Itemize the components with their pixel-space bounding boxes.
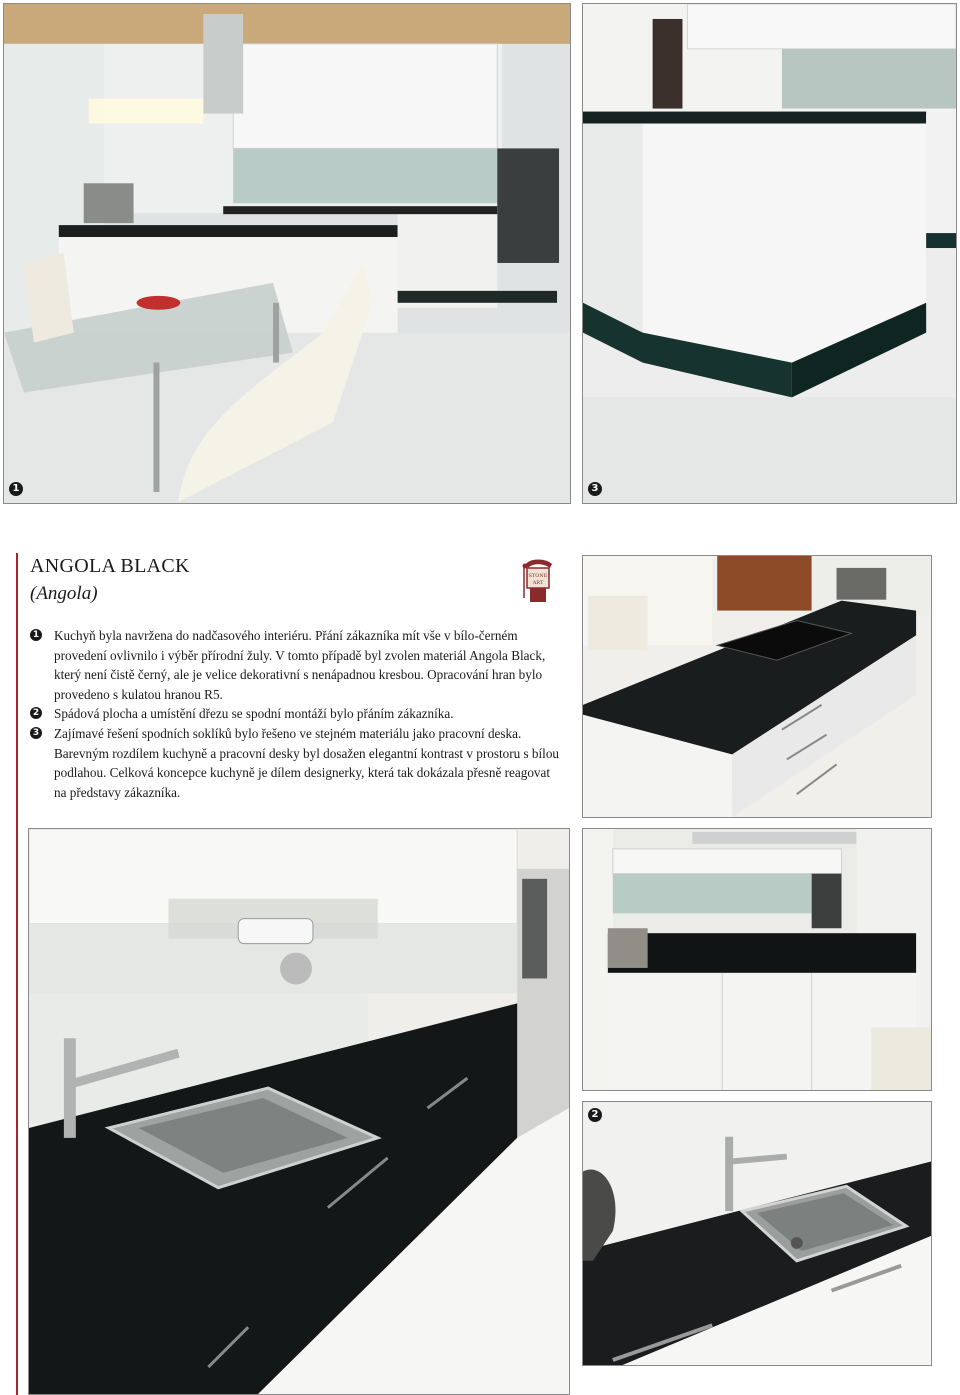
paragraph-3 (30, 724, 562, 802)
photo-sink-closeup (582, 1101, 932, 1366)
paragraph-2-text: Spádová plocha a umístění dřezu se spodní montáží bylo přáním zákazníka. (54, 706, 454, 722)
svg-text:STONE: STONE (528, 573, 548, 579)
description (30, 626, 562, 802)
paragraph-1 (30, 626, 562, 704)
photo-kitchen-dining (3, 3, 571, 504)
page-subtitle: (Angola) (30, 583, 98, 604)
paragraph-marker-2: 2 (30, 707, 42, 719)
paragraph-marker-1: 1 (30, 629, 42, 641)
paragraph-1-text: Kuchyň byla navržena do nadčasového interiéru. Přání zákazníka mít vše v bílo-černém provedení ovlivnilo i výběr přírodní žuly. V tomto případě byl zvolen materiál Angola Black, který není čistě černý, ale je velice dekorativní s nenápadnou kresbou. Opracování hran bylo provedeno s kulatou hranou R5. (54, 628, 546, 702)
accent-rule (16, 553, 18, 1395)
stone-art-logo (518, 556, 558, 606)
paragraph-marker-3: 3 (30, 727, 42, 739)
paragraph-3-text: Zajímavé řešení spodních soklíků bylo řešeno ve stejném materiálu jako pracovní deska. Barevným rozdílem kuchyně a pracovní desky byl dosažen elegantní kontrast v prostoru s bílou podlahou. Celková koncepce kuchyně je dílem designerky, která tak dokázala přesně reagovat na představy zákazníka. (54, 725, 560, 800)
photo-marker-3: 3 (588, 482, 602, 496)
photo-kitchen-island-hob (582, 555, 932, 818)
paragraph-2 (30, 704, 562, 724)
photo-kitchen-island-plinth (582, 3, 957, 504)
photo-marker-1: 1 (9, 482, 23, 496)
page-title: ANGOLA BLACK (30, 555, 190, 577)
photo-kitchen-overview (582, 828, 932, 1091)
photo-sink-worktop (28, 828, 570, 1395)
photo-marker-2: 2 (588, 1108, 602, 1122)
svg-text:ART: ART (532, 580, 544, 586)
